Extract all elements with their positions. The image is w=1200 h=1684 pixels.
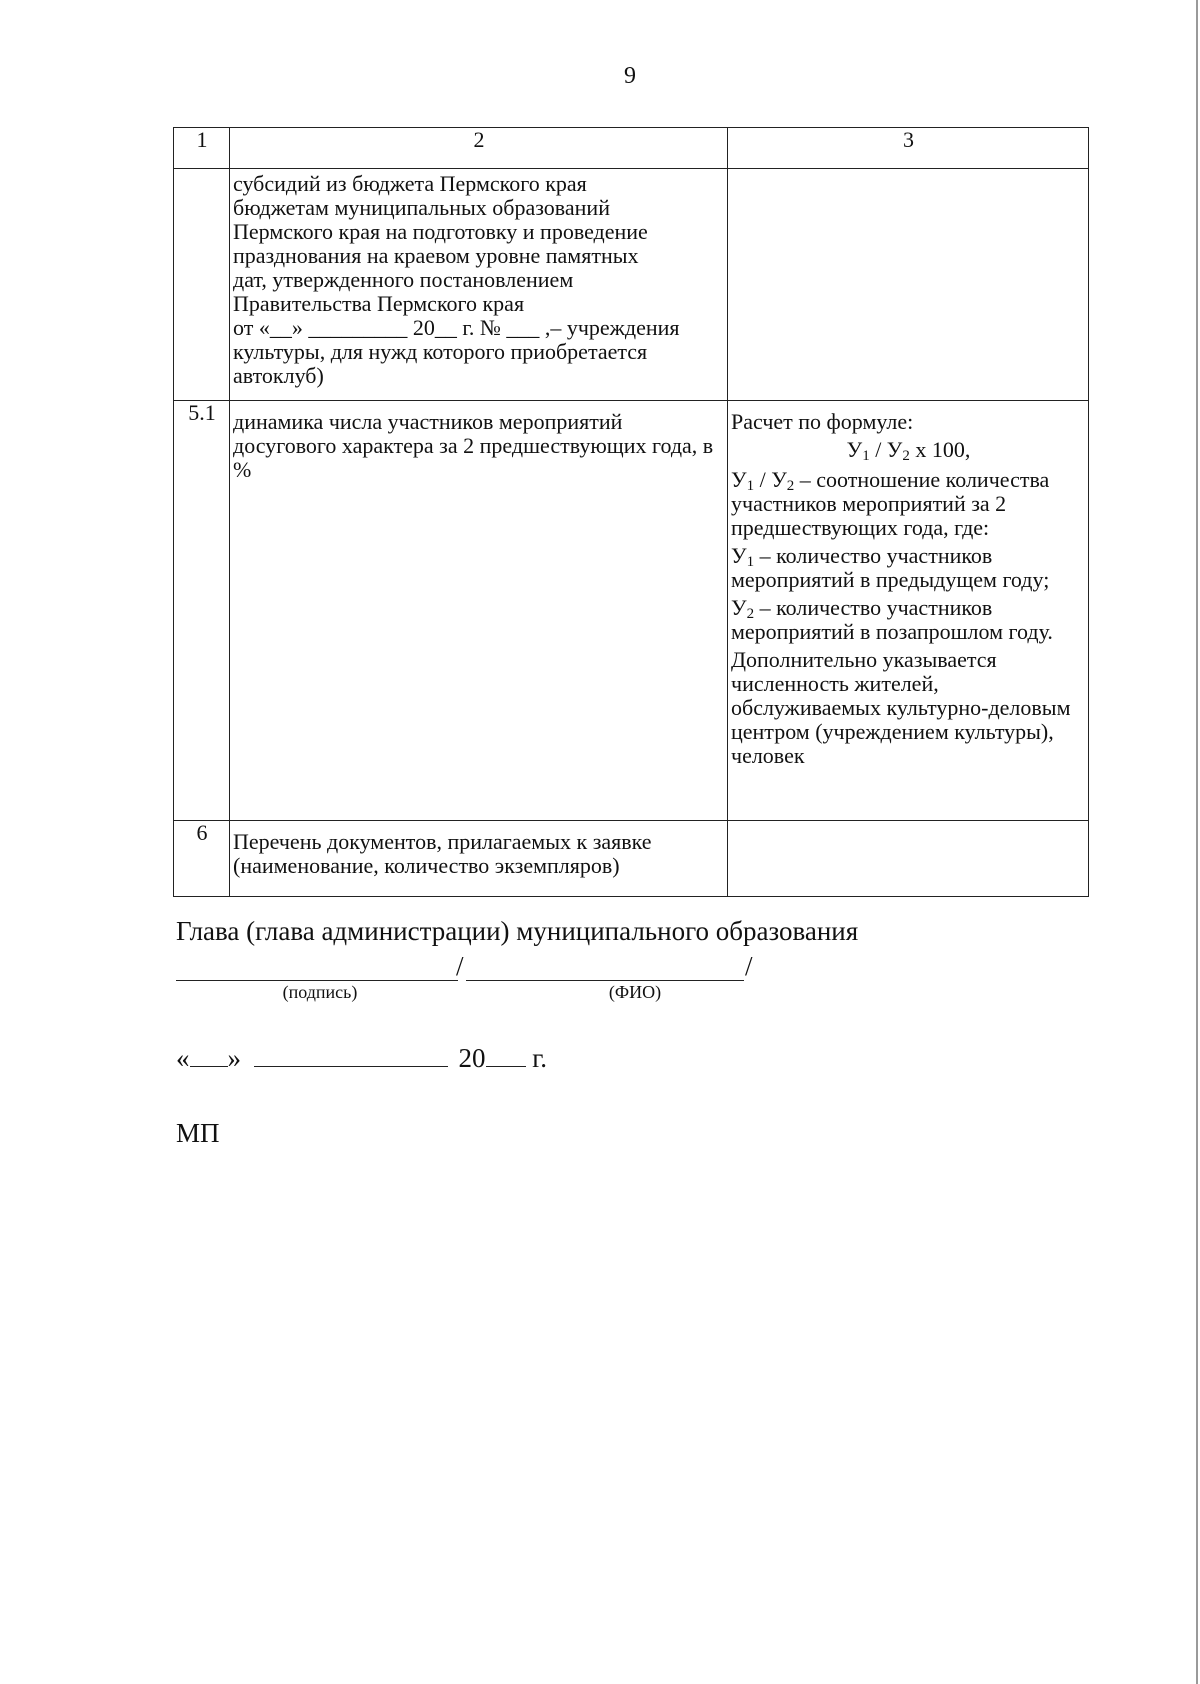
row-number: 6 (174, 821, 230, 897)
description-line: Правительства Пермского края (233, 291, 525, 316)
month-blank (254, 1042, 448, 1067)
description-line: Пермского края на подготовку и проведение (233, 219, 648, 244)
header-cell-1: 1 (174, 128, 230, 169)
scan-edge-mark (1196, 0, 1198, 1684)
date-close-quote: » (227, 1043, 241, 1073)
date-line (176, 1042, 547, 1074)
calc-intro: Расчет по формуле: (731, 409, 914, 434)
table-row-continuation (174, 169, 1089, 401)
name-blank-line (466, 980, 744, 981)
header-cell-3: 3 (728, 128, 1089, 169)
calc-u2-definition: $У_2$ – количество участников мероприятий в позапрошлом году. (731, 595, 1053, 644)
date-open-quote: « (176, 1043, 190, 1073)
name-end-slash: / (745, 951, 753, 981)
description-line: культуры, для нужд которого приобретается (233, 339, 648, 364)
description-line: от «__» _________ 20__ г. № ___ ,– учреждения (233, 315, 680, 340)
row-description: динамика числа участников мероприятий досугового характера за 2 предшествующих года, в % (230, 401, 728, 821)
page-number: 9 (624, 63, 636, 89)
row-description: Перечень документов, прилагаемых к заявке (наименование, количество экземпляров) (230, 821, 728, 897)
table-row-5-1 (174, 401, 1089, 821)
year-prefix: 20 (458, 1043, 486, 1073)
description-line: празднования на краевом уровне памятных (233, 243, 639, 268)
signature-blank-line (176, 980, 458, 981)
table-header-row (174, 128, 1089, 169)
description-line: автоклуб) (233, 363, 324, 388)
stamp-label: МП (176, 1118, 220, 1148)
year-blank (486, 1042, 526, 1067)
application-form-table (173, 127, 1089, 897)
signature-separator-slash: / (456, 951, 464, 981)
description-line: дат, утвержденного постановлением (233, 267, 574, 292)
name-caption: (ФИО) (608, 982, 662, 1002)
signature-caption: (подпись) (282, 982, 358, 1002)
day-blank (190, 1042, 228, 1067)
row-calculation (728, 169, 1089, 401)
calc-u1-definition: $У_1$ – количество участников мероприятий в предыдущем году; (731, 543, 1050, 592)
table-row-6 (174, 821, 1089, 897)
row-description (230, 169, 728, 401)
calc-formula: $У_1 / У_2$ х 100, (846, 437, 971, 464)
row-calculation (728, 401, 1089, 821)
description-line: бюджетам муниципальных образований (233, 195, 610, 220)
year-suffix: г. (532, 1043, 548, 1073)
signature-heading: Глава (глава администрации) муниципального образования (176, 916, 859, 946)
row-number (174, 169, 230, 401)
row-calculation (728, 821, 1089, 897)
calc-ratio-definition: $У_1 / У_2$ – соотношение количества участников мероприятий за 2 предшествующих года, где: (731, 467, 1050, 540)
row-number: 5.1 (174, 401, 230, 821)
description-line: субсидий из бюджета Пермского края (233, 171, 587, 196)
header-cell-2: 2 (230, 128, 728, 169)
calc-extra-note: Дополнительно указывается численность жителей, обслуживаемых культурно-деловым центром (учреждением культуры), человек (731, 647, 1071, 768)
